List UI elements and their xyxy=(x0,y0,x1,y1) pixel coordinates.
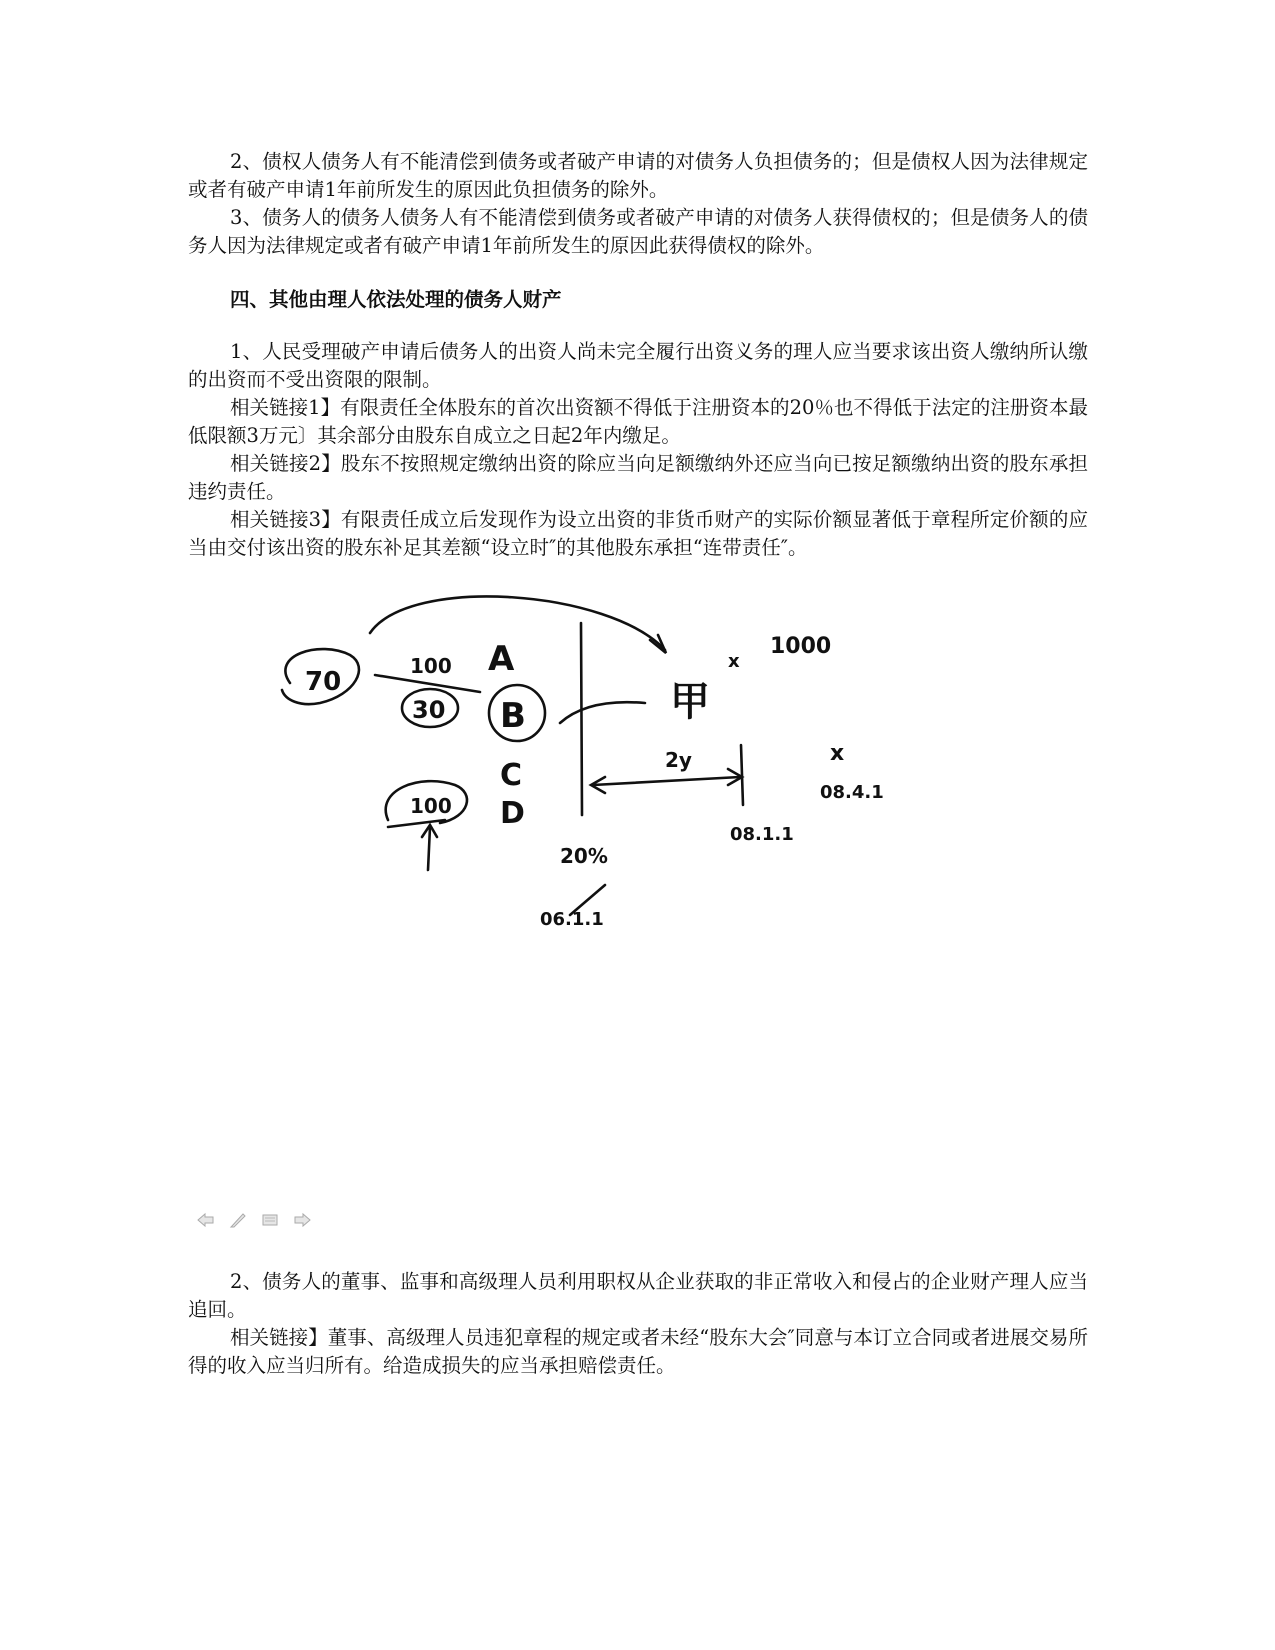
paragraph-debt-offset-2: 2、债权人债务人有不能清偿到债务或者破产申请的对债务人负担债务的；但是债权人因为法律规定或者有破产申请1年前所发生的原因此负担债务的除外。 xyxy=(188,150,1088,201)
transfer-arc xyxy=(370,596,665,650)
slide-toolbar xyxy=(196,1212,312,1228)
label-100-top: 100 xyxy=(410,654,452,678)
tick-08-1-1 xyxy=(741,745,743,805)
label-30: 30 xyxy=(412,696,446,724)
label-D: D xyxy=(500,796,525,831)
paragraph-related-link-3: 相关链接3】有限责任成立后发现作为设立出资的非货币财产的实际价额显著低于章程所定价额的应当由交付该出资的股东补足其差额“设立时″的其他股东承担“连带责任″。 xyxy=(188,508,1088,559)
up-arrow xyxy=(428,827,430,870)
span-arrow xyxy=(593,777,740,785)
vertical-line xyxy=(581,623,582,815)
paragraph-capital-contribution: 1、人民受理破产申请后债务人的出资人尚未完全履行出资义务的理人应当要求该出资人缴纳所认缴的出资而不受出资限的限制。 xyxy=(188,340,1088,391)
section-heading: 四、其他由理人依法处理的债务人财产 xyxy=(230,288,562,311)
paragraph-director-income: 2、债务人的董事、监事和高级理人员利用职权从企业获取的非正常收入和侵占的企业财产理人应当追回。 xyxy=(188,1270,1088,1321)
label-100-bottom: 100 xyxy=(410,794,452,818)
label-x-right: x xyxy=(830,741,845,766)
label-B: B xyxy=(500,696,526,736)
page-icon[interactable] xyxy=(260,1212,280,1228)
next-icon[interactable] xyxy=(292,1212,312,1228)
paragraph-related-link-1: 相关链接1】有限责任全体股东的首次出资额不得低于注册资本的20％也不得低于法定的注册资本最低限额3万元〕其余部分由股东自成立之日起2年内缴足。 xyxy=(188,396,1088,447)
paragraph-debt-offset-3: 3、债务人的债务人债务人有不能清偿到债务或者破产申请的对债务人获得债权的；但是债务人的债务人因为法律规定或者有破产申请1年前所发生的原因此获得债权的除外。 xyxy=(188,206,1088,257)
document-page-lower xyxy=(188,1268,1088,1380)
handwritten-sketch xyxy=(260,595,960,995)
slant-stroke xyxy=(560,702,645,723)
label-jia: 甲 xyxy=(670,679,710,725)
label-08-1-1: 08.1.1 xyxy=(730,824,794,845)
label-70: 70 xyxy=(305,667,342,697)
label-1000: 1000 xyxy=(770,634,832,659)
paragraph-related-link-director: 相关链接】董事、高级理人员违犯章程的规定或者未经“股东大会″同意与本订立合同或者进展交易所得的收入应当归所有。给造成损失的应当承担赔偿责任。 xyxy=(188,1326,1088,1377)
label-20pct: 20% xyxy=(560,844,608,868)
label-A: A xyxy=(488,639,515,679)
edit-icon[interactable] xyxy=(228,1212,248,1228)
prev-icon[interactable] xyxy=(196,1212,216,1228)
label-x-top: x xyxy=(728,651,740,672)
label-08-4-1: 08.4.1 xyxy=(820,782,884,803)
underline-100 xyxy=(388,820,445,827)
label-2y: 2y xyxy=(665,748,692,772)
sketch-canvas xyxy=(260,595,960,995)
label-C: C xyxy=(500,758,523,793)
paragraph-related-link-2: 相关链接2】股东不按照规定缴纳出资的除应当向足额缴纳外还应当向已按足额缴纳出资的股东承担违约责任。 xyxy=(188,452,1088,503)
document-page xyxy=(188,148,1088,562)
label-06-1-1: 06.1.1 xyxy=(540,909,604,930)
